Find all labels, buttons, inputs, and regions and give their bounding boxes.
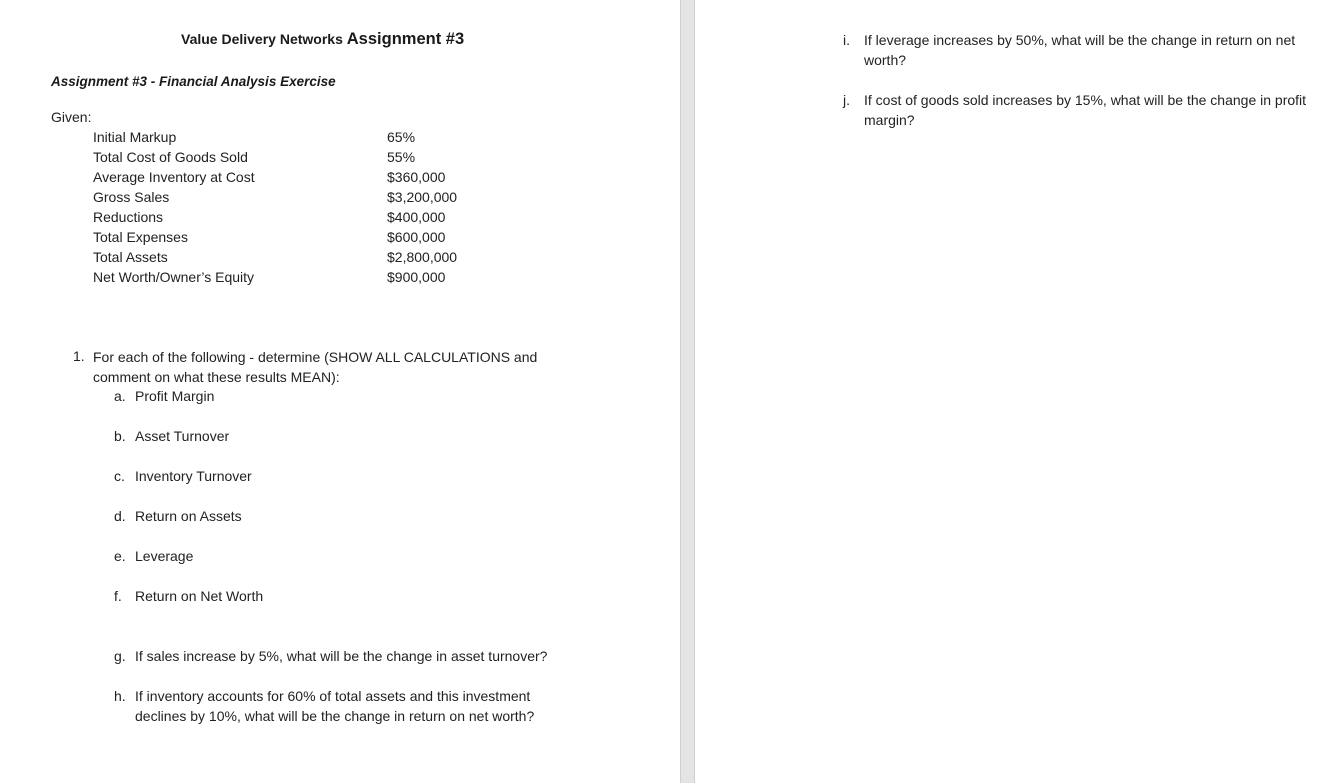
given-row-value: $2,800,000 bbox=[387, 249, 458, 265]
given-label: Given: bbox=[51, 109, 92, 125]
subquestion-text: If sales increase by 5%, what will be the change in asset turnover? bbox=[135, 648, 548, 664]
subquestion-letter: c. bbox=[114, 468, 125, 484]
subquestion-text: Asset Turnover bbox=[135, 428, 230, 444]
subquestion-letter: d. bbox=[114, 508, 126, 524]
subquestion-letter: a. bbox=[114, 388, 126, 404]
given-row-label: Reductions bbox=[93, 209, 164, 225]
given-row-value: $400,000 bbox=[387, 209, 446, 225]
given-row-label: Net Worth/Owner’s Equity bbox=[93, 269, 255, 285]
subquestion-letter: i. bbox=[843, 32, 850, 48]
title-prefix: Value Delivery Networks bbox=[181, 31, 343, 47]
subquestion-text: Profit Margin bbox=[135, 388, 215, 404]
subquestion-letter: g. bbox=[114, 648, 126, 664]
document-page-right bbox=[695, 0, 1344, 783]
subquestion-letter: j. bbox=[843, 92, 850, 108]
subquestion-text: Leverage bbox=[135, 548, 194, 564]
subquestion-text: Return on Assets bbox=[135, 508, 242, 524]
subquestion-text: If cost of goods sold increases by 15%, what will be the change in profit margin? bbox=[864, 92, 1307, 128]
subquestion-letter: e. bbox=[114, 548, 126, 564]
given-row-value: $600,000 bbox=[387, 229, 446, 245]
title-assignment: Assignment #3 bbox=[346, 30, 465, 48]
given-row-label: Total Cost of Goods Sold bbox=[93, 149, 248, 165]
given-row-label: Initial Markup bbox=[93, 129, 177, 145]
subquestion-text: If leverage increases by 50%, what will be the change in return on net worth? bbox=[864, 32, 1296, 68]
question-1-number: 1. bbox=[73, 348, 85, 364]
given-row-value: $900,000 bbox=[387, 269, 446, 285]
given-row-value: 65% bbox=[387, 129, 416, 145]
subquestion-letter: f. bbox=[114, 588, 122, 604]
subquestion-text: If inventory accounts for 60% of total assets and this investment declines by 10%, what will be the change in return on net worth? bbox=[135, 688, 535, 724]
page-gutter bbox=[680, 0, 695, 783]
given-row-value: 55% bbox=[387, 149, 416, 165]
subquestion-letter: b. bbox=[114, 428, 126, 444]
question-1-text: For each of the following - determine (SHOW ALL CALCULATIONS and comment on what these results MEAN): bbox=[93, 349, 538, 385]
subquestion-text: Inventory Turnover bbox=[135, 468, 252, 484]
subquestion-letter: h. bbox=[114, 688, 126, 704]
given-row-label: Gross Sales bbox=[93, 189, 170, 205]
subquestion-text: Return on Net Worth bbox=[135, 588, 264, 604]
document-title bbox=[181, 30, 464, 49]
given-row-label: Total Assets bbox=[93, 249, 168, 265]
given-row-value: $3,200,000 bbox=[387, 189, 458, 205]
given-row-label: Total Expenses bbox=[93, 229, 188, 245]
given-row-label: Average Inventory at Cost bbox=[93, 169, 255, 185]
given-row-value: $360,000 bbox=[387, 169, 446, 185]
document-subtitle: Assignment #3 - Financial Analysis Exercise bbox=[51, 74, 336, 89]
